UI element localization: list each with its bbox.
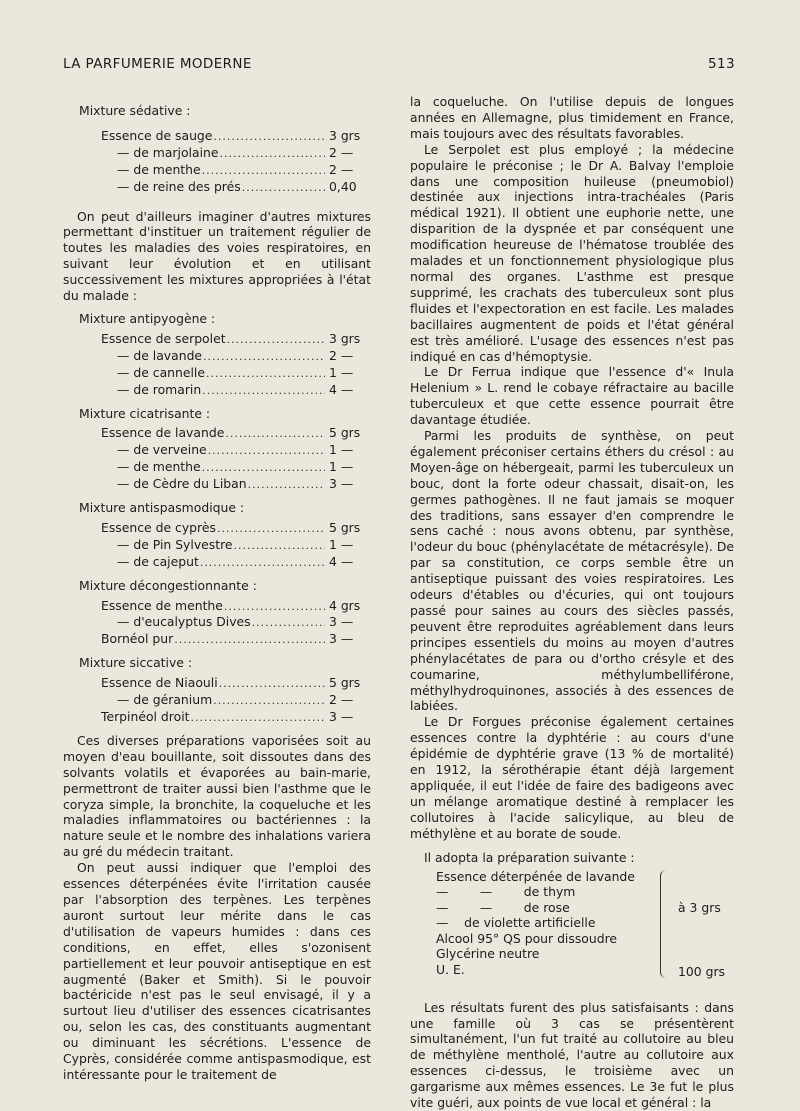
- leader-dots: [173, 632, 325, 648]
- ingredient-name: — de géranium: [117, 692, 213, 708]
- paragraph: Le Dr Forgues préconise également certaines essences contre la dyphtérie : au cours d'une épidémie de dyphtérie grave (13 % de mortalité) en 1912, la sérothérapie étant déjà largement appliquée, il eut l'idée de faire des badigeons avec un mélange aromatique destiné à remplacer les collutoires à l'acide salicylique, au bleu de méthylène et au borate de soude.: [410, 714, 734, 841]
- paragraph: Ces diverses préparations vaporisées soit au moyen d'eau bouillante, soit dissoutes dans des solvants volatils et évaporées au bain-marie, permettront de traiter aussi bien l'asthme que le coryza simple, la bronchite, la coqueluche et les maladies inflammatoires ou bactériennes : la nature seule et le nombre des inhalations variera au gré du médecin traitant.: [63, 732, 371, 860]
- ingredient-row: [101, 331, 371, 348]
- ingredient-name: Essence de sauge: [101, 127, 213, 143]
- ingredient-name: — de romarin: [117, 381, 202, 397]
- ingredient-row: [101, 537, 371, 554]
- ingredient-row: [101, 162, 371, 179]
- ingredient-name: — d'eucalyptus Dives: [117, 614, 251, 630]
- ingredient-row: [101, 128, 371, 145]
- ingredient-quantity: 4 —: [329, 381, 354, 397]
- ingredient-quantity: 1 —: [329, 536, 354, 552]
- ingredient-row: [101, 145, 371, 162]
- paragraph: Parmi les produits de synthèse, on peut également préconiser certains éthers du crésol : au Moyen-âge on hébergeait, parmi les tuberculeux un bouc, dont la forte odeur chassait, disait-on, les germes pathogènes. Il ne faut jamais se moquer des traditions, sans essayer d'en comprendre le sens caché : nous avons obtenu, par synthèse, l'odeur du bouc (phénylacétate de métacrésyle). De par sa constitution, ce corps semble être un antiseptique puissant des voies respiratoires. Les odeurs d'étables ou d'écuries, qui ont toujours passé pour saines au cours des siècles passés, peuvent être reproduites agréablement dans leurs principes essentiels du moins au moyen d'autres phénylacétates de para ou d'ortho crésyle et des coumarine, méthylumbelliférone, méthylhydroquinones, associés à des essences de labiées.: [410, 428, 734, 714]
- ingredient-row: [101, 382, 371, 399]
- preparation-line: — de violette artificielle: [436, 915, 596, 931]
- leader-dots: [212, 129, 325, 145]
- paragraph: Le Serpolet est plus employé ; la médecine populaire le préconise ; le Dr A. Balvay l'emploie dans une composition huileuse (pneumobiol) destinée aux injections intra-trachéales (Paris médical 1921). Il obtient une euphorie nette, une disparition de la dyspnée et par conséquent une modification heureuse de l'hématose troublée des malades et un fonctionnement physiologique plus normal des organes. L'asthme est presque supprimé, les crachats des tuberculeux sont plus fluides et l'expectoration en est facile. Les malades bacillaires augmentent de poids et l'état général est très amélioré. L'usage des essences n'est pas indiqué en cas d'hémoptysie.: [410, 141, 734, 364]
- ingredient-row: [101, 692, 371, 709]
- ingredient-row: [101, 459, 371, 476]
- preparation-line: Alcool 95° QS pour dissoudre: [436, 930, 618, 946]
- mixture-block: [63, 500, 371, 571]
- paragraph: On peut d'ailleurs imaginer d'autres mixtures permettant d'instituer un traitement régulier de toutes les maladies des voies respiratoires, en suivant leur évolution et en utilisant successivement les mixtures appropriées à l'état du malade :: [63, 208, 371, 304]
- paragraph: Le Dr Ferrua indique que l'essence d'« Inula Helenium » L. rend le cobaye réfractaire au bacille tuberculeux et que cette essence pourrait être davantage étudiée.: [410, 364, 734, 428]
- leader-dots: [205, 366, 325, 382]
- mixture-block: [63, 311, 371, 399]
- ingredient-quantity: 3 grs: [329, 330, 361, 346]
- ingredient-quantity: 2 —: [329, 144, 354, 160]
- preparation-line: Essence déterpénée de lavande: [436, 868, 635, 884]
- ingredient-row: [101, 425, 371, 442]
- leader-dots: [241, 180, 325, 196]
- ingredient-row: [101, 520, 371, 537]
- ingredient-quantity: 2 —: [329, 692, 354, 708]
- mixture-title: Mixture sédative :: [79, 103, 191, 118]
- mixture-title: Mixture antipyogène :: [79, 310, 216, 326]
- page-number: 513: [708, 56, 735, 72]
- ingredient-quantity: 4 grs: [329, 597, 361, 613]
- ingredient-quantity: 1 —: [329, 364, 354, 380]
- mixture-table: [63, 425, 371, 493]
- ingredient-quantity: 0,40: [329, 178, 357, 194]
- paragraph: la coqueluche. On l'utilise depuis de longues années en Allemagne, plus timidement en France, mais toujours avec des résultats favorables.: [410, 94, 734, 141]
- ingredient-quantity: 3 —: [329, 709, 354, 724]
- leader-dots: [212, 693, 325, 709]
- ingredient-quantity: 1 —: [329, 459, 354, 475]
- ingredient-name: — de Pin Sylvestre: [117, 536, 233, 552]
- preparation-intro: Il adopta la préparation suivante :: [424, 849, 635, 865]
- preparation-formula: [422, 850, 734, 990]
- preparation-line: — — de rose: [436, 899, 570, 915]
- ingredient-quantity: 3 —: [329, 614, 354, 630]
- ingredient-quantity: 5 grs: [329, 519, 361, 535]
- ingredient-name: Essence de serpolet: [101, 330, 226, 346]
- ingredient-name: — de lavande: [117, 347, 203, 363]
- leader-dots: [199, 555, 325, 571]
- leader-dots: [223, 599, 325, 615]
- running-head: LA PARFUMERIE MODERNE: [63, 56, 252, 72]
- leader-dots: [224, 426, 325, 442]
- ingredient-row: [101, 442, 371, 459]
- ingredient-quantity: 3 —: [329, 476, 354, 492]
- mixture-table: [63, 675, 371, 726]
- preparation-line: Glycérine neutre: [436, 946, 540, 962]
- mixture-title: Mixture décongestionnante :: [79, 577, 257, 593]
- mixture-table: [63, 331, 371, 399]
- ingredient-quantity: 1 —: [329, 442, 354, 458]
- paragraph: Les résultats furent des plus satisfaisants : dans une famille où 3 cas se présentèrent simultanément, l'un fut traité au collutoire au bleu de méthylène mentholé, l'autre au collutoire aux essences ci-dessus, le troisième avec un gargarisme aux mêmes essences. Le 3e fut le plus vite guéri, aux points de vue local et général : la: [410, 999, 734, 1111]
- mixture-block: [63, 406, 371, 494]
- preparation-quantity: à 3 grs: [678, 899, 721, 915]
- ingredient-name: — de cajeput: [117, 553, 199, 569]
- ingredient-name: Bornéol pur: [101, 631, 174, 647]
- mixture-sedative: [63, 103, 371, 196]
- ingredient-name: Essence de lavande: [101, 425, 225, 441]
- mixture-title: Mixture cicatrisante :: [79, 405, 211, 421]
- ingredient-quantity: 5 grs: [329, 425, 361, 441]
- ingredient-row: [101, 476, 371, 493]
- ingredient-name: Essence de Niaouli: [101, 675, 218, 691]
- leader-dots: [202, 349, 325, 365]
- ingredient-quantity: 3 grs: [329, 127, 361, 143]
- right-column: [410, 94, 734, 1111]
- mixture-title: Mixture siccative :: [79, 655, 193, 671]
- leader-dots: [219, 146, 326, 162]
- mixture-block: [63, 578, 371, 649]
- leader-dots: [247, 477, 325, 493]
- mixture-block: [63, 655, 371, 726]
- paragraph: On peut aussi indiquer que l'emploi des essences déterpénées évite l'irritation causée par l'absorption des terpènes. Les terpènes auront surtout leur mérite dans le cas d'utilisation de vapeurs humides : dans ces conditions, en effet, elles s'ozonisent partiellement et leur pouvoir antiseptique en est augmenté (Baker et Smith). Si le pouvoir bactéricide n'est pas le seul envisagé, il y a surtout lieu d'utiliser des essences cicatrisantes ou, selon les cas, des constituants augmentant ou diminuant les sécrétions. L'essence de Cyprès, considérée comme antispasmodique, est intéressante pour le traitement de: [63, 860, 371, 1082]
- brace: [660, 870, 669, 978]
- preparation-line: U. E.: [436, 961, 465, 977]
- leader-dots: [190, 710, 326, 726]
- ingredient-name: — de cannelle: [117, 364, 205, 380]
- leader-dots: [216, 521, 325, 537]
- ingredient-row: [101, 554, 371, 571]
- ingredient-quantity: 2 —: [329, 161, 354, 177]
- ingredient-row: [101, 675, 371, 692]
- ingredient-name: — de Cèdre du Liban: [117, 476, 247, 492]
- preparation-quantity: 100 grs: [678, 963, 726, 979]
- leader-dots: [251, 615, 325, 631]
- mixture-list: [63, 311, 371, 726]
- ingredient-name: — de reine des prés: [117, 178, 241, 194]
- ingredient-name: Terpinéol droit: [101, 709, 190, 724]
- mixture-table: [63, 598, 371, 649]
- ingredient-row: [101, 348, 371, 365]
- ingredient-row: [101, 598, 371, 615]
- leader-dots: [207, 443, 325, 459]
- ingredient-quantity: 5 grs: [329, 675, 361, 691]
- leader-dots: [201, 383, 325, 399]
- leader-dots: [233, 538, 325, 554]
- ingredient-name: — de menthe: [117, 459, 201, 475]
- ingredient-row: [101, 365, 371, 382]
- mixture-title: Mixture antispasmodique :: [79, 500, 245, 516]
- leader-dots: [218, 676, 325, 692]
- ingredient-name: Essence de menthe: [101, 597, 223, 613]
- mixture-table: [63, 520, 371, 571]
- ingredient-row: [101, 614, 371, 631]
- ingredient-quantity: 2 —: [329, 347, 354, 363]
- ingredient-name: — de menthe: [117, 161, 201, 177]
- ingredient-name: — de marjolaine: [117, 144, 219, 160]
- ingredient-row: [101, 631, 371, 648]
- ingredient-quantity: 3 —: [329, 631, 354, 647]
- leader-dots: [226, 332, 325, 348]
- leader-dots: [201, 163, 325, 179]
- ingredient-quantity: 4 —: [329, 553, 354, 569]
- preparation-line: — — de thym: [436, 884, 576, 900]
- left-column: [63, 103, 371, 1083]
- ingredient-row: [101, 179, 371, 196]
- spacer: [63, 200, 371, 209]
- ingredient-row: [101, 709, 371, 726]
- ingredient-name: — de verveine: [117, 442, 207, 458]
- ingredient-name: Essence de cyprès: [101, 519, 216, 535]
- mixture-table: [63, 128, 371, 196]
- leader-dots: [201, 460, 325, 476]
